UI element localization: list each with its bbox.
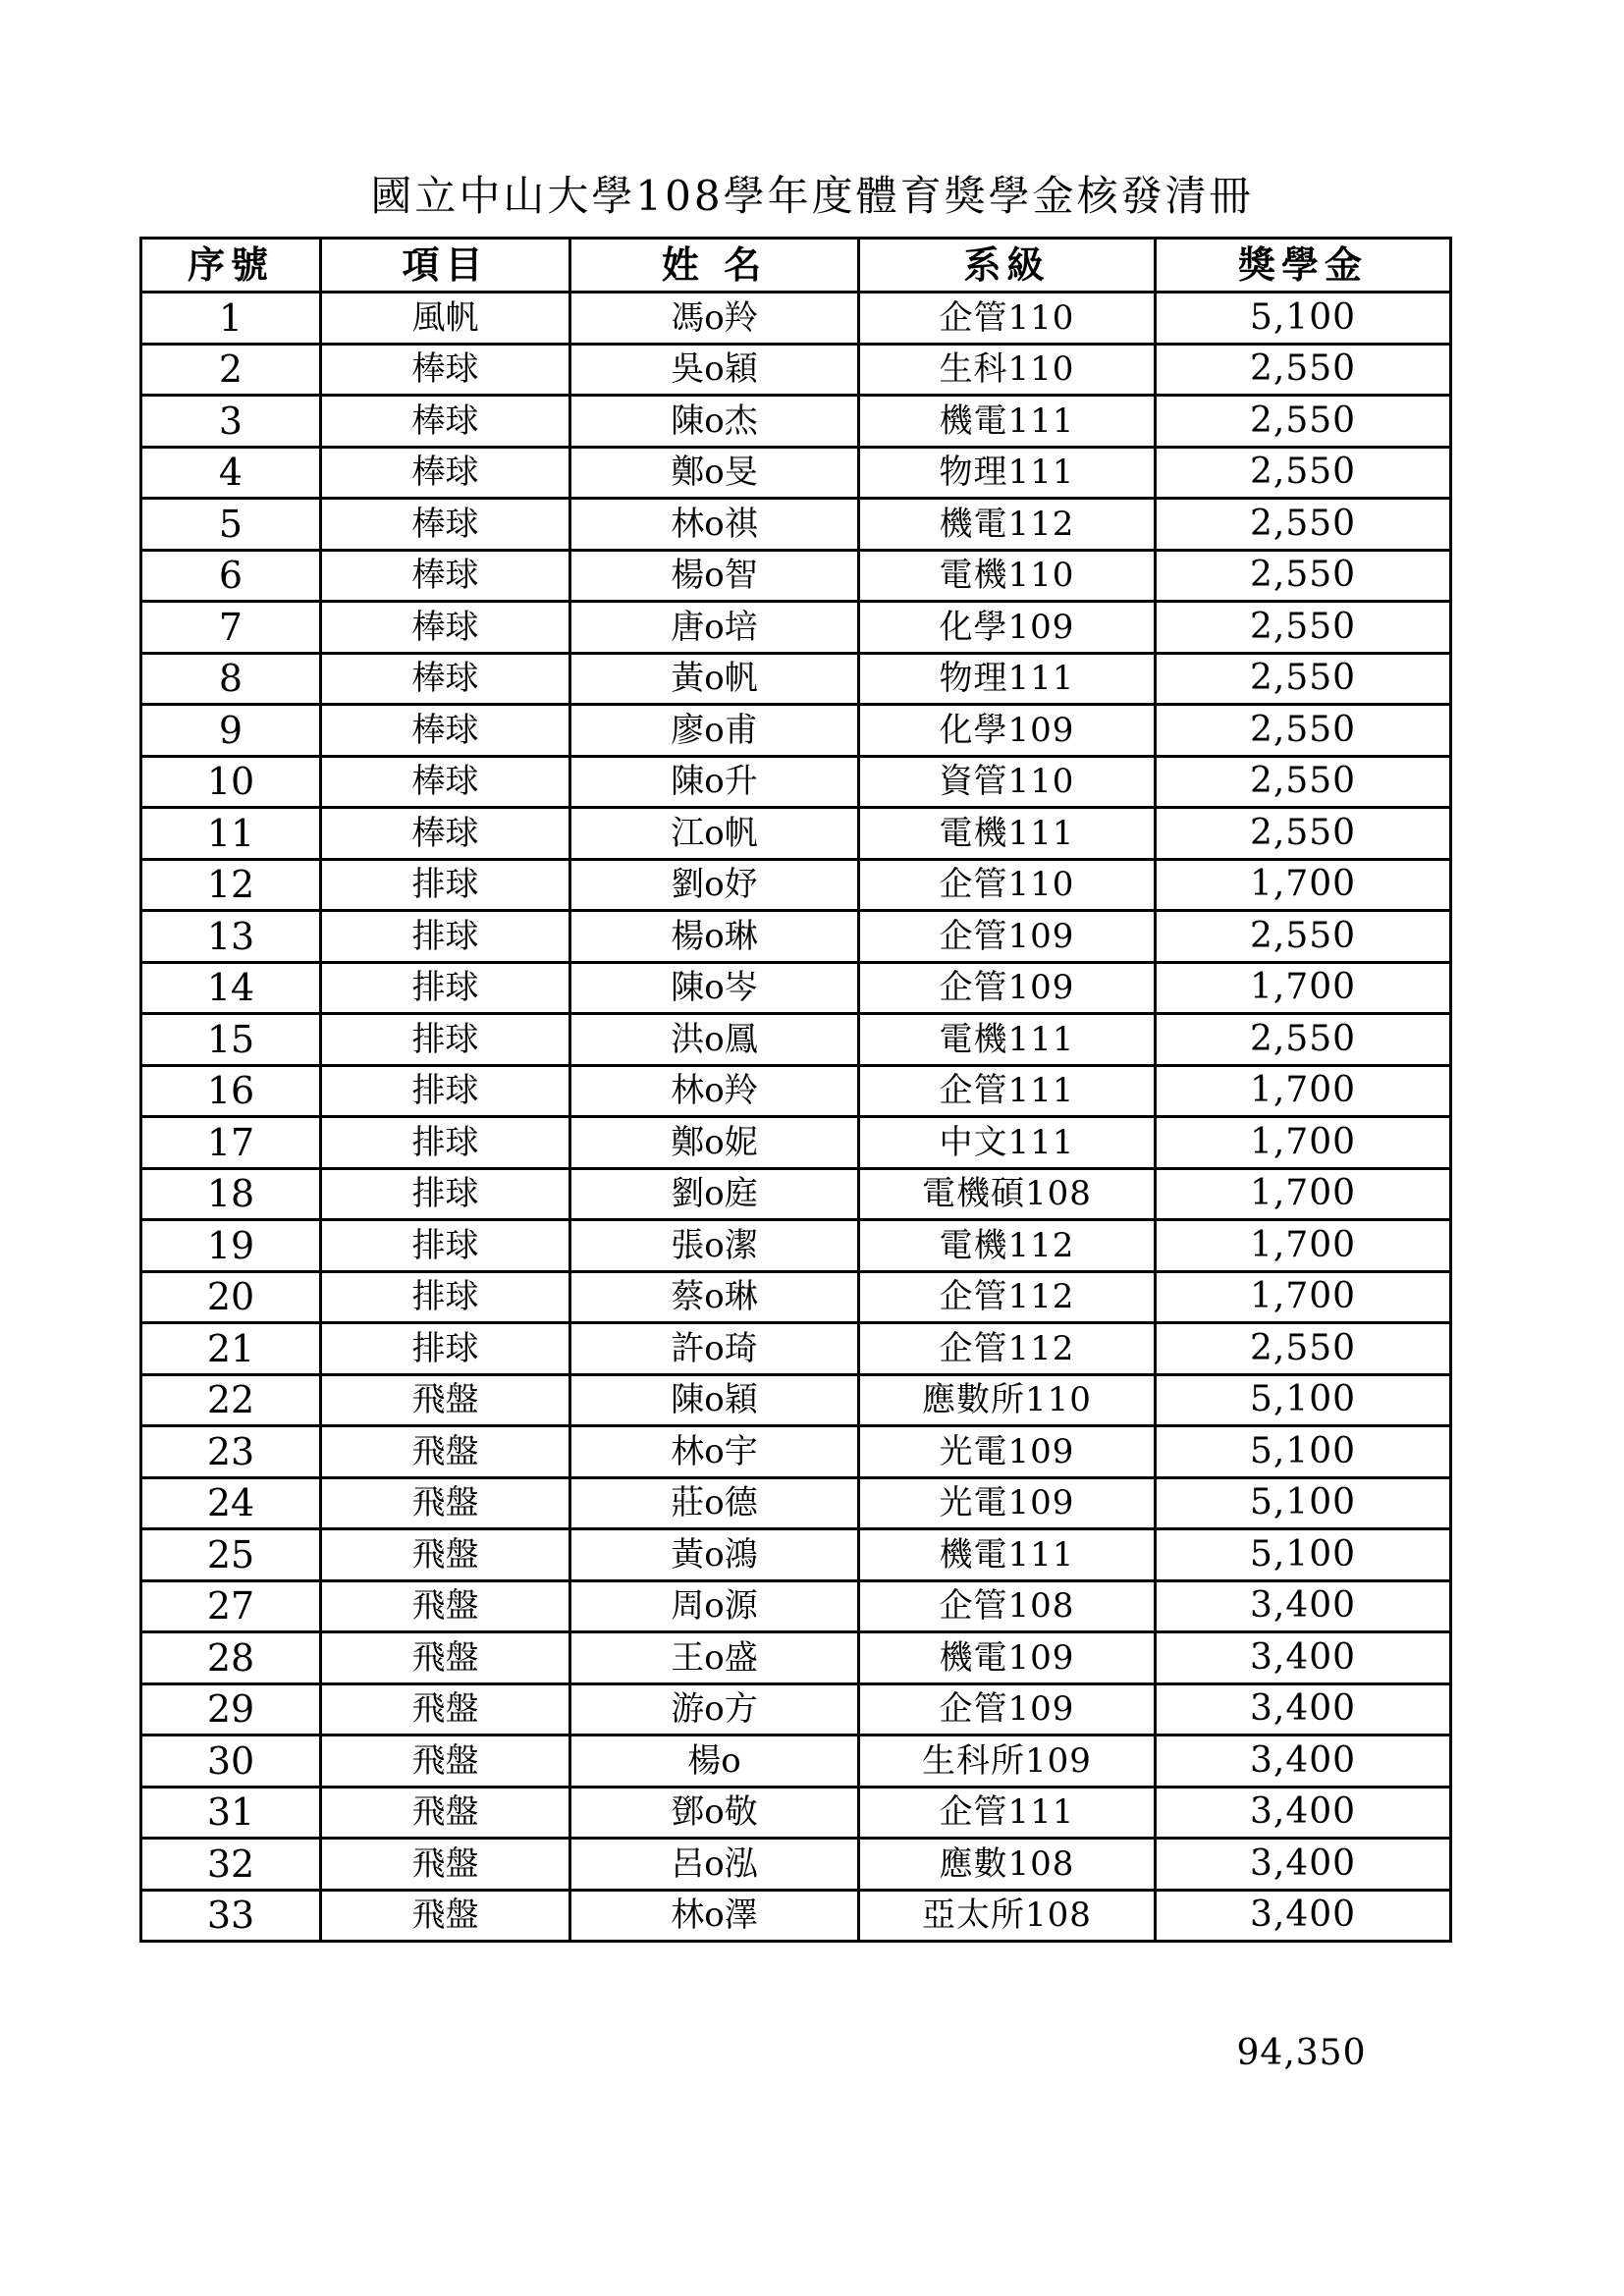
cell-item: 飛盤 <box>321 1683 570 1735</box>
table-row <box>141 1735 1451 1788</box>
cell-name: 唐o培 <box>570 602 859 654</box>
cell-item: 排球 <box>321 859 570 911</box>
cell-dept: 電機111 <box>859 808 1156 860</box>
cell-dept: 企管110 <box>859 293 1156 345</box>
header-item: 項目 <box>321 239 570 293</box>
cell-name: 馮o羚 <box>570 293 859 345</box>
cell-name: 王o盛 <box>570 1632 859 1684</box>
cell-item: 飛盤 <box>321 1735 570 1788</box>
cell-dept: 化學109 <box>859 602 1156 654</box>
cell-dept: 機電111 <box>859 396 1156 448</box>
cell-name: 廖o甫 <box>570 705 859 757</box>
cell-amount: 5,100 <box>1156 1426 1451 1478</box>
cell-dept: 生科110 <box>859 344 1156 396</box>
cell-no: 15 <box>141 1014 321 1066</box>
cell-amount: 5,100 <box>1156 293 1451 345</box>
cell-name: 陳o升 <box>570 756 859 808</box>
cell-amount: 5,100 <box>1156 1374 1451 1426</box>
cell-item: 排球 <box>321 911 570 963</box>
cell-amount: 3,400 <box>1156 1839 1451 1891</box>
cell-name: 陳o穎 <box>570 1374 859 1426</box>
cell-item: 排球 <box>321 1117 570 1169</box>
cell-amount: 1,700 <box>1156 1168 1451 1220</box>
table-row <box>141 1220 1451 1272</box>
cell-amount: 2,550 <box>1156 705 1451 757</box>
cell-amount: 5,100 <box>1156 1529 1451 1581</box>
table-row <box>141 1168 1451 1220</box>
cell-name: 楊o琳 <box>570 911 859 963</box>
cell-dept: 化學109 <box>859 705 1156 757</box>
cell-amount: 5,100 <box>1156 1477 1451 1529</box>
cell-name: 許o琦 <box>570 1323 859 1375</box>
table-row <box>141 1890 1451 1942</box>
cell-no: 14 <box>141 962 321 1014</box>
table-row <box>141 344 1451 396</box>
cell-name: 莊o德 <box>570 1477 859 1529</box>
scholarship-table <box>139 237 1452 1943</box>
cell-name: 林o羚 <box>570 1065 859 1117</box>
cell-dept: 物理111 <box>859 447 1156 499</box>
cell-no: 5 <box>141 499 321 551</box>
cell-item: 棒球 <box>321 756 570 808</box>
cell-dept: 機電111 <box>859 1529 1156 1581</box>
table-row <box>141 705 1451 757</box>
cell-amount: 2,550 <box>1156 447 1451 499</box>
cell-no: 11 <box>141 808 321 860</box>
table-row <box>141 1426 1451 1478</box>
table-row <box>141 962 1451 1014</box>
cell-dept: 機電109 <box>859 1632 1156 1684</box>
cell-no: 13 <box>141 911 321 963</box>
table-row <box>141 1117 1451 1169</box>
cell-amount: 2,550 <box>1156 344 1451 396</box>
document-title: 國立中山大學108學年度體育獎學金核發清冊 <box>370 172 1254 220</box>
cell-name: 鄭o旻 <box>570 447 859 499</box>
cell-dept: 企管108 <box>859 1580 1156 1632</box>
cell-no: 28 <box>141 1632 321 1684</box>
cell-no: 7 <box>141 602 321 654</box>
table-row <box>141 1632 1451 1684</box>
cell-amount: 1,700 <box>1156 1117 1451 1169</box>
cell-name: 吳o穎 <box>570 344 859 396</box>
cell-item: 棒球 <box>321 344 570 396</box>
cell-amount: 3,400 <box>1156 1890 1451 1942</box>
cell-item: 棒球 <box>321 705 570 757</box>
cell-no: 20 <box>141 1271 321 1323</box>
cell-name: 鄧o敬 <box>570 1787 859 1839</box>
cell-dept: 企管112 <box>859 1323 1156 1375</box>
cell-dept: 光電109 <box>859 1426 1156 1478</box>
cell-item: 棒球 <box>321 499 570 551</box>
cell-amount: 2,550 <box>1156 808 1451 860</box>
table-header-row <box>141 239 1451 293</box>
table-row <box>141 1529 1451 1581</box>
header-name: 姓 名 <box>570 239 859 293</box>
cell-dept: 電機111 <box>859 1014 1156 1066</box>
cell-item: 棒球 <box>321 808 570 860</box>
cell-item: 排球 <box>321 1271 570 1323</box>
header-dept: 系級 <box>859 239 1156 293</box>
cell-name: 林o澤 <box>570 1890 859 1942</box>
cell-dept: 亞太所108 <box>859 1890 1156 1942</box>
cell-dept: 電機碩108 <box>859 1168 1156 1220</box>
cell-amount: 2,550 <box>1156 911 1451 963</box>
cell-name: 黃o帆 <box>570 653 859 705</box>
cell-no: 1 <box>141 293 321 345</box>
cell-amount: 3,400 <box>1156 1632 1451 1684</box>
cell-no: 2 <box>141 344 321 396</box>
cell-item: 排球 <box>321 1065 570 1117</box>
cell-no: 12 <box>141 859 321 911</box>
header-amount: 獎學金 <box>1156 239 1451 293</box>
cell-no: 22 <box>141 1374 321 1426</box>
cell-item: 棒球 <box>321 653 570 705</box>
cell-amount: 2,550 <box>1156 602 1451 654</box>
cell-no: 8 <box>141 653 321 705</box>
cell-item: 棒球 <box>321 550 570 602</box>
table-body <box>141 293 1451 1942</box>
cell-dept: 企管111 <box>859 1065 1156 1117</box>
cell-dept: 企管111 <box>859 1787 1156 1839</box>
cell-name: 游o方 <box>570 1683 859 1735</box>
cell-no: 17 <box>141 1117 321 1169</box>
cell-no: 31 <box>141 1787 321 1839</box>
table-row <box>141 550 1451 602</box>
cell-amount: 2,550 <box>1156 756 1451 808</box>
cell-no: 33 <box>141 1890 321 1942</box>
cell-name: 楊o <box>570 1735 859 1788</box>
cell-item: 棒球 <box>321 447 570 499</box>
cell-item: 棒球 <box>321 396 570 448</box>
cell-amount: 1,700 <box>1156 1065 1451 1117</box>
cell-amount: 2,550 <box>1156 653 1451 705</box>
cell-dept: 物理111 <box>859 653 1156 705</box>
cell-amount: 1,700 <box>1156 1271 1451 1323</box>
cell-amount: 2,550 <box>1156 550 1451 602</box>
cell-no: 6 <box>141 550 321 602</box>
cell-name: 周o源 <box>570 1580 859 1632</box>
cell-name: 劉o庭 <box>570 1168 859 1220</box>
table-row <box>141 1271 1451 1323</box>
table-row <box>141 293 1451 345</box>
cell-no: 9 <box>141 705 321 757</box>
cell-amount: 3,400 <box>1156 1735 1451 1788</box>
table-row <box>141 396 1451 448</box>
table-row <box>141 808 1451 860</box>
cell-name: 劉o妤 <box>570 859 859 911</box>
table-row <box>141 499 1451 551</box>
table-row <box>141 1014 1451 1066</box>
cell-amount: 2,550 <box>1156 1014 1451 1066</box>
table-row <box>141 1839 1451 1891</box>
cell-no: 19 <box>141 1220 321 1272</box>
cell-item: 排球 <box>321 1220 570 1272</box>
table-row <box>141 1787 1451 1839</box>
cell-item: 飛盤 <box>321 1529 570 1581</box>
cell-item: 排球 <box>321 962 570 1014</box>
table-row <box>141 1477 1451 1529</box>
cell-no: 10 <box>141 756 321 808</box>
cell-dept: 中文111 <box>859 1117 1156 1169</box>
cell-item: 飛盤 <box>321 1632 570 1684</box>
cell-name: 林o宇 <box>570 1426 859 1478</box>
cell-dept: 企管110 <box>859 859 1156 911</box>
table-row <box>141 1323 1451 1375</box>
table-row <box>141 447 1451 499</box>
cell-dept: 企管109 <box>859 1683 1156 1735</box>
cell-name: 呂o泓 <box>570 1839 859 1891</box>
cell-no: 30 <box>141 1735 321 1788</box>
cell-no: 4 <box>141 447 321 499</box>
cell-dept: 電機112 <box>859 1220 1156 1272</box>
table-row <box>141 602 1451 654</box>
header-no: 序號 <box>141 239 321 293</box>
cell-amount: 2,550 <box>1156 1323 1451 1375</box>
cell-no: 16 <box>141 1065 321 1117</box>
cell-amount: 1,700 <box>1156 962 1451 1014</box>
cell-item: 風帆 <box>321 293 570 345</box>
cell-dept: 資管110 <box>859 756 1156 808</box>
cell-name: 陳o岑 <box>570 962 859 1014</box>
cell-item: 飛盤 <box>321 1839 570 1891</box>
cell-dept: 生科所109 <box>859 1735 1156 1788</box>
cell-dept: 企管109 <box>859 962 1156 1014</box>
cell-name: 鄭o妮 <box>570 1117 859 1169</box>
cell-item: 棒球 <box>321 602 570 654</box>
cell-no: 29 <box>141 1683 321 1735</box>
cell-item: 飛盤 <box>321 1787 570 1839</box>
cell-name: 江o帆 <box>570 808 859 860</box>
cell-dept: 應數108 <box>859 1839 1156 1891</box>
cell-item: 飛盤 <box>321 1374 570 1426</box>
cell-item: 排球 <box>321 1168 570 1220</box>
cell-item: 飛盤 <box>321 1890 570 1942</box>
table-row <box>141 1683 1451 1735</box>
cell-dept: 電機110 <box>859 550 1156 602</box>
table-row <box>141 1374 1451 1426</box>
cell-no: 27 <box>141 1580 321 1632</box>
total-amount: 94,350 <box>1236 2033 1367 2073</box>
cell-no: 23 <box>141 1426 321 1478</box>
cell-amount: 1,700 <box>1156 859 1451 911</box>
cell-amount: 3,400 <box>1156 1787 1451 1839</box>
cell-no: 24 <box>141 1477 321 1529</box>
cell-name: 張o潔 <box>570 1220 859 1272</box>
cell-dept: 光電109 <box>859 1477 1156 1529</box>
cell-item: 飛盤 <box>321 1426 570 1478</box>
cell-dept: 應數所110 <box>859 1374 1156 1426</box>
cell-amount: 3,400 <box>1156 1580 1451 1632</box>
table-row <box>141 911 1451 963</box>
table-row <box>141 653 1451 705</box>
table-row <box>141 756 1451 808</box>
cell-name: 黃o鴻 <box>570 1529 859 1581</box>
cell-no: 21 <box>141 1323 321 1375</box>
cell-no: 25 <box>141 1529 321 1581</box>
cell-no: 32 <box>141 1839 321 1891</box>
cell-item: 飛盤 <box>321 1580 570 1632</box>
cell-name: 陳o杰 <box>570 396 859 448</box>
table-row <box>141 1580 1451 1632</box>
table-row <box>141 1065 1451 1117</box>
cell-name: 林o祺 <box>570 499 859 551</box>
table-row <box>141 859 1451 911</box>
cell-amount: 2,550 <box>1156 396 1451 448</box>
cell-name: 洪o鳳 <box>570 1014 859 1066</box>
cell-dept: 機電112 <box>859 499 1156 551</box>
cell-no: 3 <box>141 396 321 448</box>
cell-amount: 1,700 <box>1156 1220 1451 1272</box>
cell-item: 排球 <box>321 1323 570 1375</box>
cell-name: 楊o智 <box>570 550 859 602</box>
cell-name: 蔡o琳 <box>570 1271 859 1323</box>
cell-amount: 2,550 <box>1156 499 1451 551</box>
cell-item: 排球 <box>321 1014 570 1066</box>
cell-no: 18 <box>141 1168 321 1220</box>
cell-dept: 企管112 <box>859 1271 1156 1323</box>
cell-item: 飛盤 <box>321 1477 570 1529</box>
cell-dept: 企管109 <box>859 911 1156 963</box>
cell-amount: 3,400 <box>1156 1683 1451 1735</box>
